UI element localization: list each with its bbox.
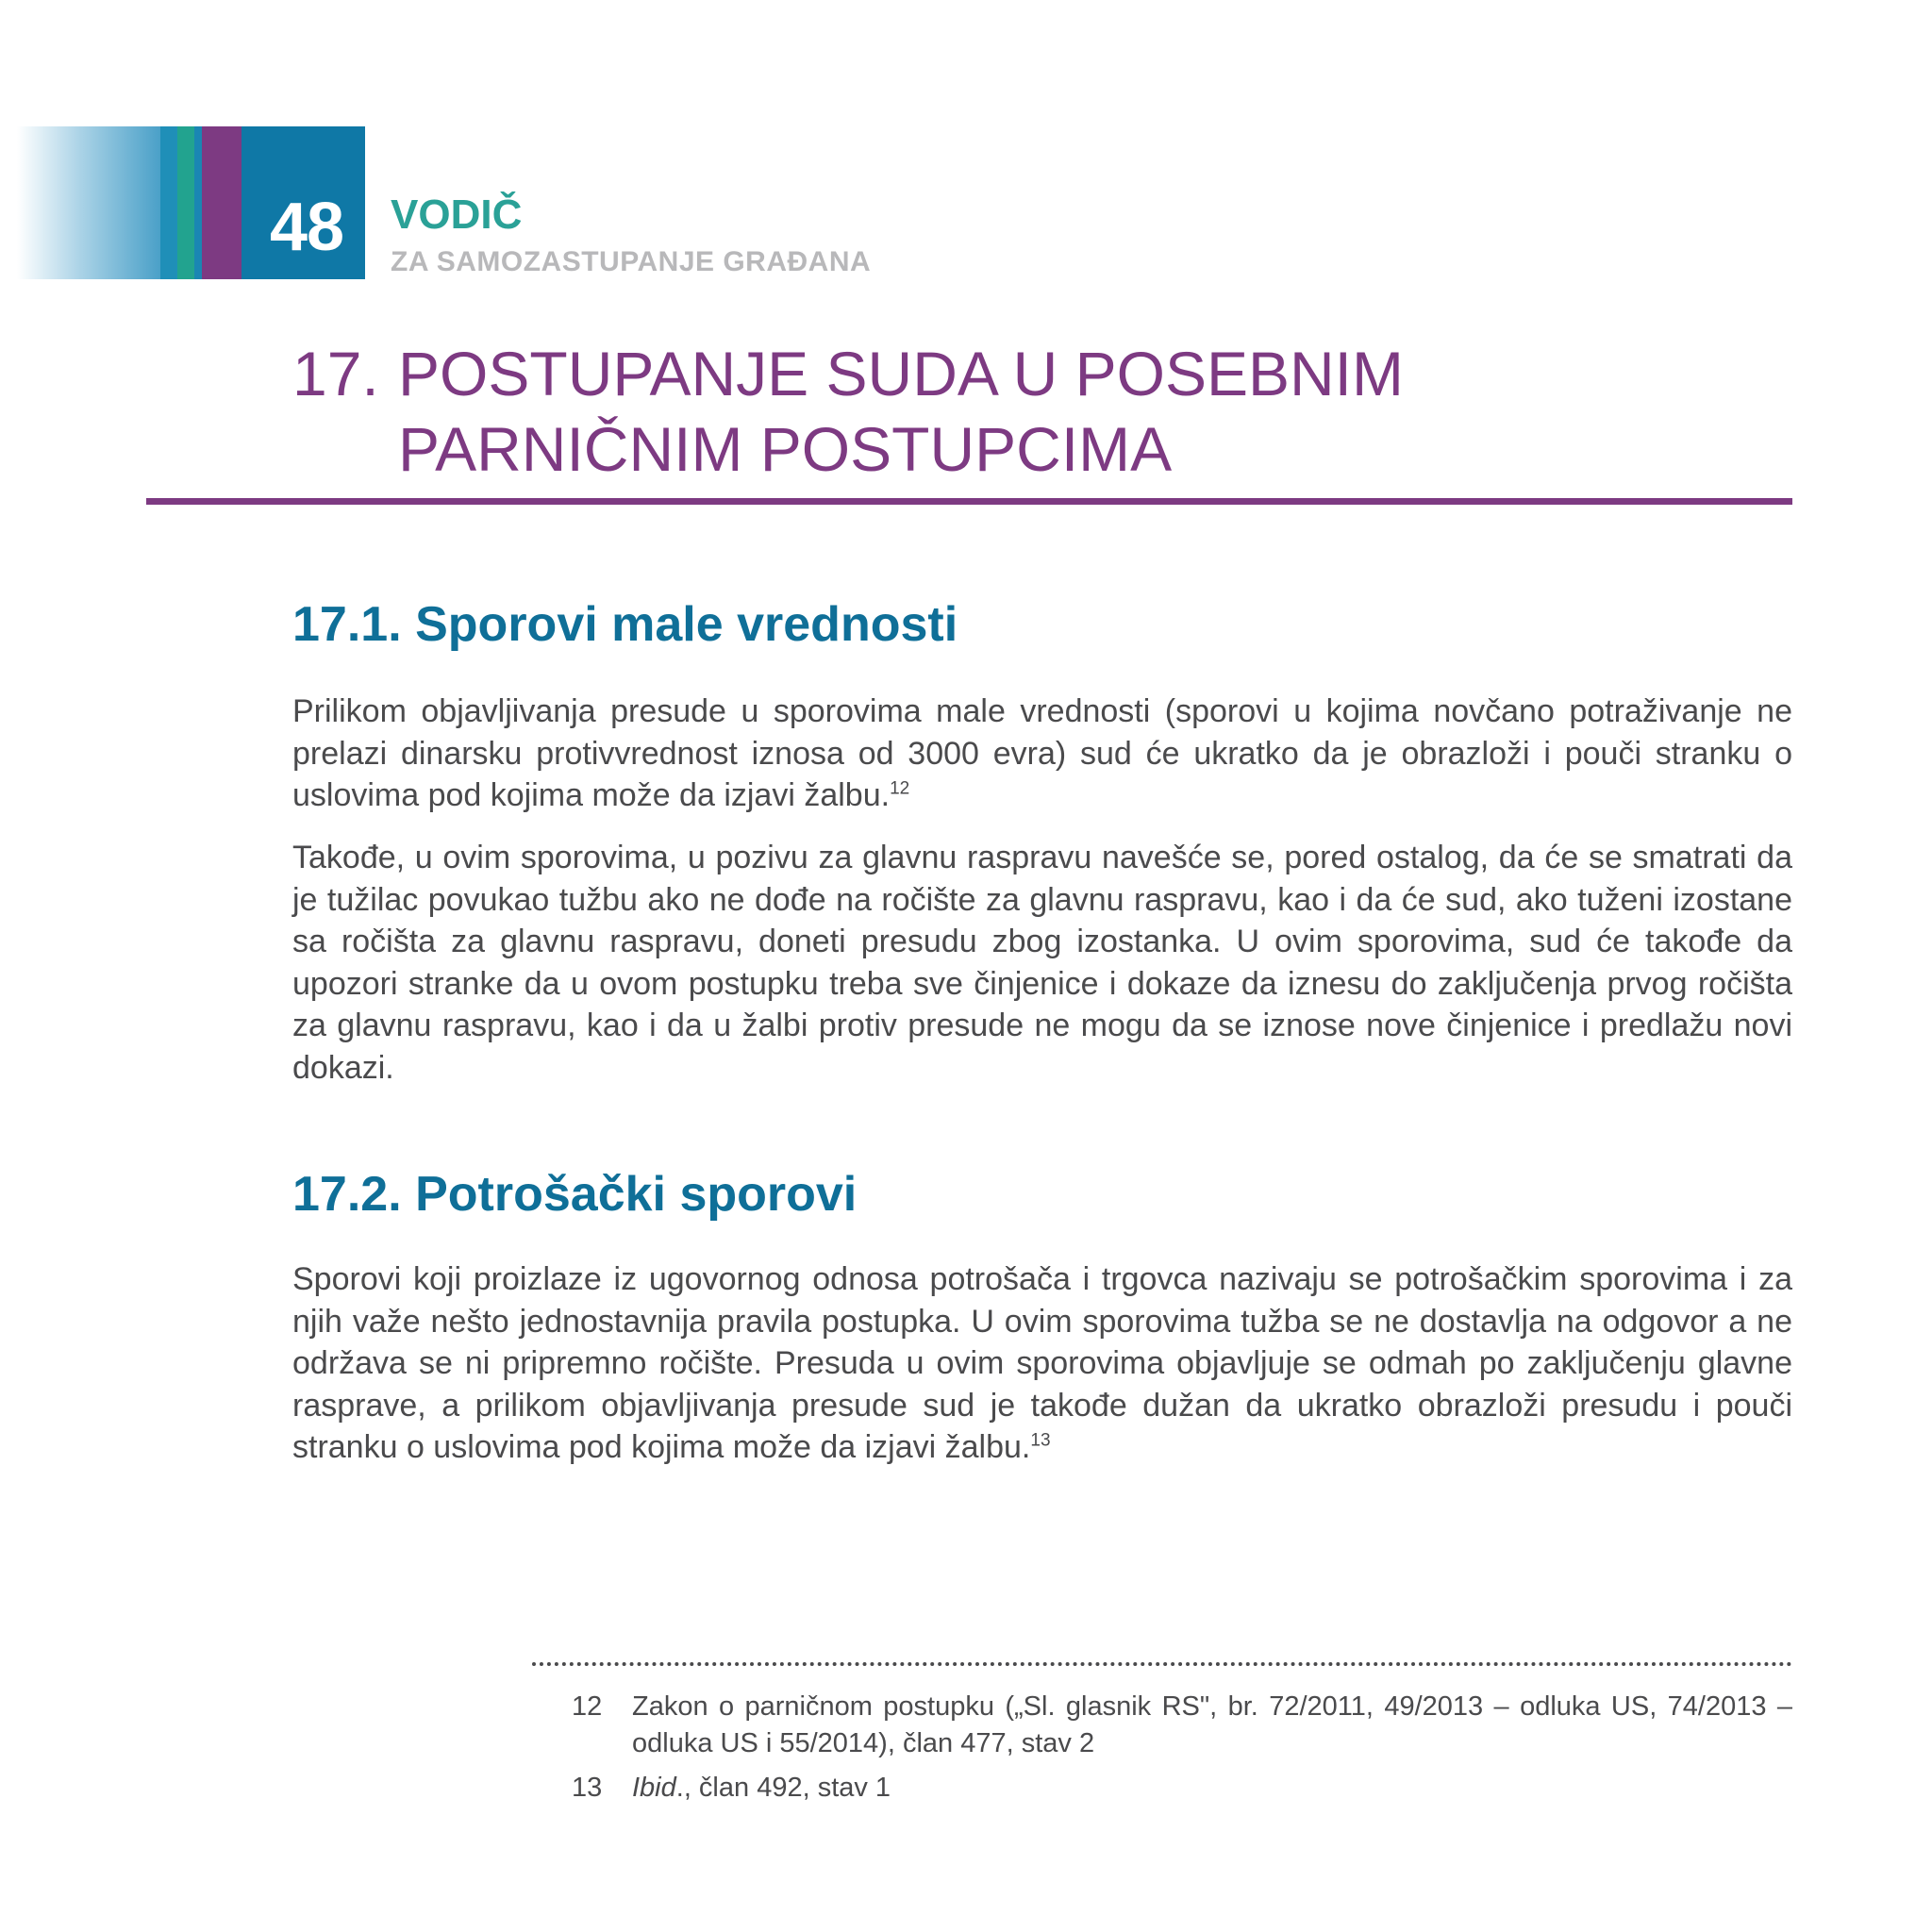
chapter-title: [292, 336, 1802, 487]
band-stripe-blue-thin: [194, 126, 202, 279]
band-gradient: [17, 126, 160, 279]
chapter-divider: [146, 498, 1792, 505]
footnote-ref: 12: [890, 778, 910, 799]
footnote-text: Zakon o parničnom postupku („Sl. glasnik RS", br. 72/2011, 49/2013 – odluka US, 74/2013 – odluka US i 55/2014), član 477, stav 2: [632, 1691, 1792, 1758]
footnote-12: [572, 1689, 1792, 1762]
band-stripe-blue: [160, 126, 177, 279]
chapter-title-text-1: POSTUPANJE SUDA U POSEBNIM: [398, 339, 1404, 408]
chapter-title-line1: [292, 336, 1802, 411]
chapter-title-line2: PARNIČNIM POSTUPCIMA: [398, 414, 1173, 484]
footnote-number: 13: [572, 1773, 603, 1803]
paragraph: [292, 837, 1792, 1089]
chapter-number: 17.: [292, 339, 379, 408]
footnote-separator: [532, 1662, 1792, 1666]
band-stripe-teal: [177, 126, 194, 279]
footnote-ref: 13: [1030, 1430, 1051, 1451]
brand-subtitle: ZA SAMOZASTUPANJE GRAĐANA: [391, 246, 872, 277]
paragraph-text: Prilikom objavljivanja presude u sporovima male vrednosti (sporovi u kojima novčano potraživanje ne prelazi dinarsku protivvrednost iznosa od 3000 evra) sud će ukratko da je obrazloži i pouči stranku o uslovima pod kojima može da izjavi žalbu.: [292, 693, 1792, 813]
footnote-text: [632, 1770, 1792, 1807]
paragraph: [292, 1258, 1792, 1469]
section-heading-consumer-disputes: 17.2. Potrošački sporovi: [292, 1167, 858, 1222]
paragraph-text: Takođe, u ovim sporovima, u pozivu za glavnu raspravu navešće se, pored ostalog, da će se smatrati da je tužilac povukao tužbu ako ne dođe na ročište za glavnu raspravu, kao i da će sud, ako tuženi izostane sa ročišta za glavnu raspravu, doneti presudu zbog izostanka. U ovim sporovima, sud će takođe da upozori stranke da u ovom postupku treba sve činjenice i dokaze da iznesu do zaključenja prvog ročišta za glavnu raspravu, kao i da u žalbi protiv presude ne mogu da se iznose nove činjenice i predlažu novi dokazi.: [292, 840, 1792, 1086]
footnote-number: 12: [572, 1691, 603, 1722]
paragraph-text: Sporovi koji proizlaze iz ugovornog odnosa potrošača i trgovca nazivaju se potrošačkim sporovima i za njih važe nešto jednostavnija pravila postupka. U ovim sporovima tužba se ne dostavlja na odgovor a ne održava se ni pripremno ročište. Presuda u ovim sporovima objavljuje se odmah po zaključenju glavne rasprave, a prilikom objavljivanja presude sud je takođe dužan da ukratko obrazloži presudu i pouči stranku o uslovima pod kojima može da izjavi žalbu.: [292, 1261, 1792, 1465]
paragraph: [292, 691, 1792, 817]
page-number: 48: [270, 190, 344, 265]
footnote-13: [572, 1770, 1792, 1807]
brand-title: VODIČ: [391, 192, 523, 238]
band-stripe-purple: [202, 126, 242, 279]
section-heading-small-value-disputes: 17.1. Sporovi male vrednosti: [292, 597, 958, 652]
footnote-text-rest: ., član 492, stav 1: [675, 1773, 891, 1803]
footnote-italic-ibid: Ibid: [632, 1773, 676, 1803]
